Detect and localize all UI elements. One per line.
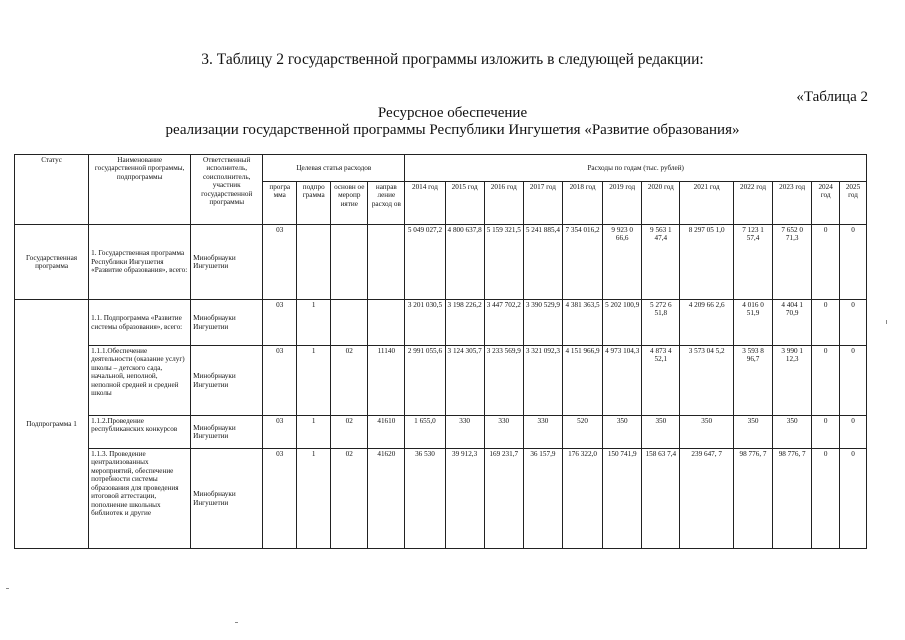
code-direction: 41610: [368, 416, 405, 449]
value-2018: 4 381 363,5: [562, 300, 602, 346]
value-2017: 36 157,9: [523, 449, 562, 549]
header-year-2025: 2025 год: [840, 182, 867, 225]
header-year-2017: 2017 год: [523, 182, 562, 225]
header-year-2014: 2014 год: [405, 182, 445, 225]
value-2024: 0: [812, 416, 840, 449]
header-year-2023: 2023 год: [773, 182, 812, 225]
value-2023: 7 652 0 71,3: [773, 225, 812, 300]
code-program: 03: [263, 449, 297, 549]
header-executor: Ответственный исполнитель, соисполнитель, участник государственной программы: [191, 155, 263, 225]
value-2025: 0: [840, 346, 867, 416]
header-year-2018: 2018 год: [562, 182, 602, 225]
value-2018: 7 354 016,2: [562, 225, 602, 300]
table-row: [15, 449, 867, 549]
row-executor: Минобрнауки Ингушетии: [191, 416, 263, 449]
value-2015: 3 198 226,2: [445, 300, 484, 346]
value-2016: 3 447 702,2: [484, 300, 523, 346]
header-year-2016: 2016 год: [484, 182, 523, 225]
table-reference: «Таблица 2: [796, 89, 868, 105]
value-2014: 3 201 030,5: [405, 300, 445, 346]
header-sub-event: основн ое меропр иятие: [331, 182, 368, 225]
value-2017: 330: [523, 416, 562, 449]
header-sub-subprogram: подпро грамма: [297, 182, 331, 225]
amendment-intro: 3. Таблицу 2 государственной программы изложить в следующей редакции:: [201, 51, 704, 68]
code-program: 03: [263, 416, 297, 449]
header-year-2019: 2019 год: [603, 182, 642, 225]
table-title-line2: реализации государственной программы Республики Ингушетия «Развитие образования»: [165, 122, 740, 138]
table-row: [15, 416, 867, 449]
header-expenses: Расходы по годам (тыс. рублей): [405, 155, 867, 182]
value-2021: 239 647, 7: [680, 449, 734, 549]
value-2018: 520: [562, 416, 602, 449]
header-year-2021: 2021 год: [680, 182, 734, 225]
code-event: 02: [331, 416, 368, 449]
value-2022: 4 016 0 51,9: [733, 300, 772, 346]
value-2015: 330: [445, 416, 484, 449]
value-2020: 4 873 4 52,1: [642, 346, 680, 416]
status-cell: Государственная программа: [15, 225, 89, 300]
value-2019: 4 973 104,3: [603, 346, 642, 416]
value-2021: 3 573 04 5,2: [680, 346, 734, 416]
value-2018: 176 322,0: [562, 449, 602, 549]
code-subprogram: 1: [297, 346, 331, 416]
value-2015: 4 800 637,8: [445, 225, 484, 300]
value-2019: 150 741,9: [603, 449, 642, 549]
status-cell: Подпрограмма 1: [15, 300, 89, 549]
value-2020: 5 272 6 51,8: [642, 300, 680, 346]
value-2025: 0: [840, 300, 867, 346]
row-name: 1.1.3. Проведение централизованных мероприятий, обеспечение потребности системы образования для проведения итоговой аттестации, пополнение школьных библиотек и другие: [89, 449, 191, 549]
value-2017: 3 321 092,3: [523, 346, 562, 416]
value-2020: 9 563 1 47,4: [642, 225, 680, 300]
value-2021: 350: [680, 416, 734, 449]
row-executor: Минобрнауки Ингушетии: [191, 346, 263, 416]
scan-speck: [886, 320, 887, 324]
code-direction: 11140: [368, 346, 405, 416]
resource-table: [14, 154, 867, 549]
value-2016: 330: [484, 416, 523, 449]
table-row: [15, 300, 867, 346]
row-executor: Минобрнауки Ингушетии: [191, 225, 263, 300]
header-sub-program: програ мма: [263, 182, 297, 225]
value-2022: 7 123 1 57,4: [733, 225, 772, 300]
row-name: 1. Государственная программа Республики Ингушетия «Развитие образования», всего:: [89, 225, 191, 300]
code-direction: 41620: [368, 449, 405, 549]
code-direction: [368, 225, 405, 300]
header-status: Статус: [15, 155, 89, 225]
code-event: 02: [331, 346, 368, 416]
code-program: 03: [263, 225, 297, 300]
code-program: 03: [263, 300, 297, 346]
value-2014: 36 530: [405, 449, 445, 549]
row-name: 1.1.1.Обеспечение деятельности (оказание услуг) школы – детского сада, начальной, неполной, неполной средней и средней школы: [89, 346, 191, 416]
table-title-line1: Ресурсное обеспечение: [377, 105, 528, 121]
value-2024: 0: [812, 225, 840, 300]
value-2023: 4 404 1 70,9: [773, 300, 812, 346]
row-executor: Минобрнауки Ингушетии: [191, 300, 263, 346]
header-year-2015: 2015 год: [445, 182, 484, 225]
value-2022: 3 593 8 96,7: [733, 346, 772, 416]
code-subprogram: 1: [297, 300, 331, 346]
value-2023: 3 990 1 12,3: [773, 346, 812, 416]
value-2021: 4 209 66 2,6: [680, 300, 734, 346]
value-2017: 3 390 529,9: [523, 300, 562, 346]
value-2024: 0: [812, 300, 840, 346]
value-2015: 3 124 305,7: [445, 346, 484, 416]
value-2016: 3 233 569,9: [484, 346, 523, 416]
value-2019: 9 923 0 66,6: [603, 225, 642, 300]
value-2016: 169 231,7: [484, 449, 523, 549]
code-subprogram: [297, 225, 331, 300]
value-2020: 350: [642, 416, 680, 449]
value-2017: 5 241 885,4: [523, 225, 562, 300]
header-sub-direction: направ ление расход ов: [368, 182, 405, 225]
code-event: 02: [331, 449, 368, 549]
value-2018: 4 151 966,9: [562, 346, 602, 416]
value-2019: 350: [603, 416, 642, 449]
value-2019: 5 202 100,9: [603, 300, 642, 346]
value-2020: 158 63 7,4: [642, 449, 680, 549]
value-2014: 5 049 027,2: [405, 225, 445, 300]
table-row: [15, 346, 867, 416]
code-direction: [368, 300, 405, 346]
header-target: Целевая статья расходов: [263, 155, 405, 182]
value-2023: 350: [773, 416, 812, 449]
value-2022: 350: [733, 416, 772, 449]
code-event: [331, 225, 368, 300]
value-2024: 0: [812, 449, 840, 549]
value-2024: 0: [812, 346, 840, 416]
value-2022: 98 776, 7: [733, 449, 772, 549]
value-2025: 0: [840, 416, 867, 449]
code-program: 03: [263, 346, 297, 416]
value-2016: 5 159 321,5: [484, 225, 523, 300]
scan-speck: [235, 622, 238, 623]
scan-speck: [6, 588, 9, 589]
table-row: [15, 225, 867, 300]
row-executor: Минобрнауки Ингушетии: [191, 449, 263, 549]
header-year-2022: 2022 год: [733, 182, 772, 225]
header-name: Наименование государственной программы, подпрограммы: [89, 155, 191, 225]
value-2023: 98 776, 7: [773, 449, 812, 549]
value-2021: 8 297 05 1,0: [680, 225, 734, 300]
value-2025: 0: [840, 449, 867, 549]
value-2015: 39 912,3: [445, 449, 484, 549]
code-subprogram: 1: [297, 416, 331, 449]
value-2014: 2 991 055,6: [405, 346, 445, 416]
row-name: 1.1.2.Проведение республиканских конкурсов: [89, 416, 191, 449]
row-name: 1.1. Подпрограмма «Развитие системы образования», всего:: [89, 300, 191, 346]
value-2014: 1 655,0: [405, 416, 445, 449]
value-2025: 0: [840, 225, 867, 300]
code-event: [331, 300, 368, 346]
code-subprogram: 1: [297, 449, 331, 549]
header-year-2024: 2024 год: [812, 182, 840, 225]
header-year-2020: 2020 год: [642, 182, 680, 225]
